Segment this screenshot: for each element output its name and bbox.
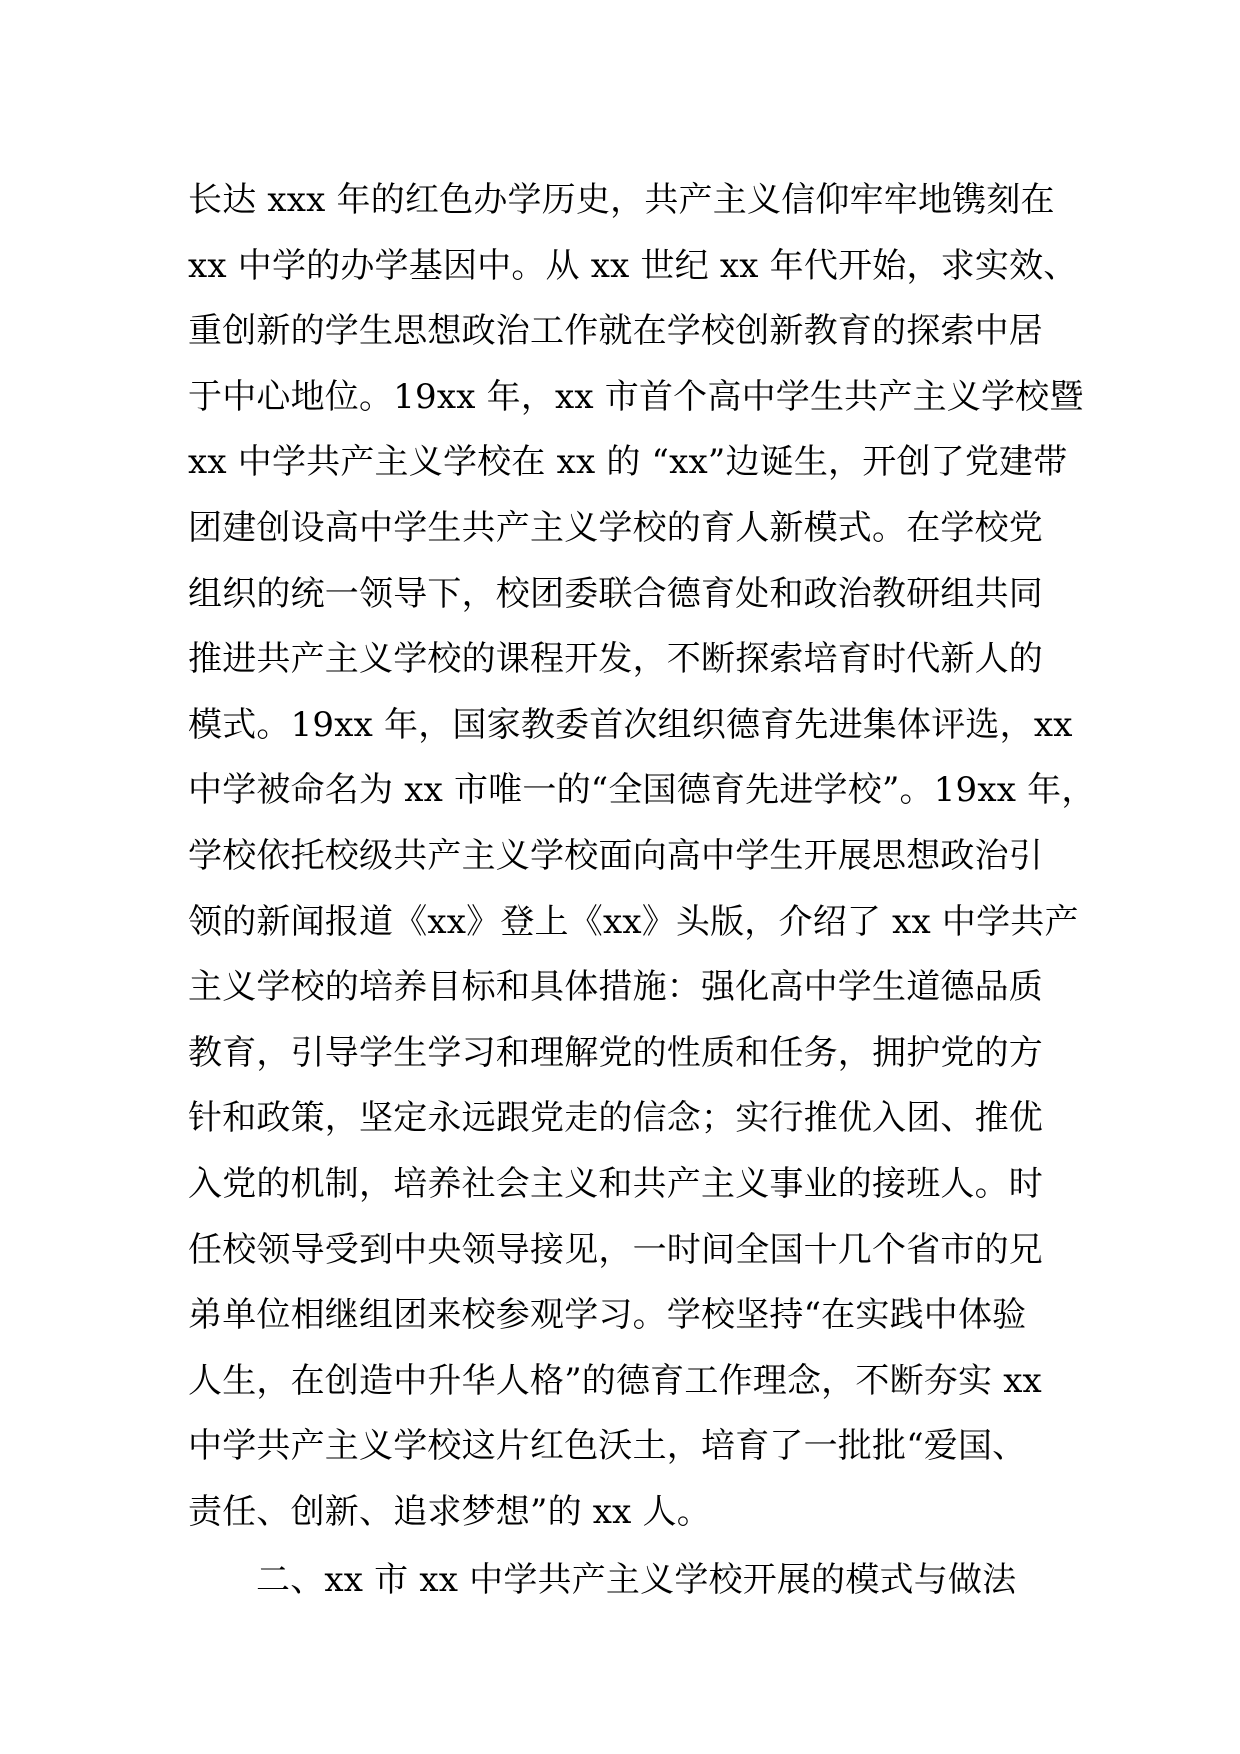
paragraph-line: 弟单位相继组团来校参观学习。学校坚持“在实践中体验 [188,1295,1027,1336]
paragraph-line: 于中心地位。19xx 年，xx 市首个高中学生共产主义学校暨 [188,376,1084,417]
paragraph-line: 团建创设高中学生共产主义学校的育人新模式。在学校党 [188,507,1043,548]
paragraph-line: 模式。19xx 年，国家教委首次组织德育先进集体评选，xx [188,704,1073,745]
paragraph-line: 推进共产主义学校的课程开发，不断探索培育时代新人的 [188,639,1043,680]
paragraph-line: 长达 xxx 年的红色办学历史，共产主义信仰牢牢地镌刻在 [188,180,1055,220]
paragraph-line: 责任、创新、追求梦想”的 xx 人。 [188,1491,711,1532]
paragraph-line: 中学共产主义学校这片红色沃土，培育了一批批“爱国、 [188,1426,1027,1467]
paragraph-line: 中学被命名为 xx 市唯一的“全国德育先进学校”。19xx 年， [188,770,1096,811]
paragraph-line: 入党的机制，培养社会主义和共产主义事业的接班人。时 [188,1163,1043,1204]
paragraph-line: 学校依托校级共产主义学校面向高中学生开展思想政治引 [188,835,1043,876]
body-text [188,168,1096,1614]
paragraph-line: xx 中学共产主义学校在 xx 的 “xx”边诞生，开创了党建带 [188,442,1068,483]
paragraph-line: 组织的统一领导下，校团委联合德育处和政治教研组共同 [188,573,1043,614]
paragraph-line: 主义学校的培养目标和具体措施：强化高中学生道德品质 [188,967,1043,1008]
paragraph-line: 重创新的学生思想政治工作就在学校创新教育的探索中居 [188,311,1043,352]
paragraph-line: 领的新闻报道《xx》登上《xx》头版，介绍了 xx 中学共产 [188,901,1079,942]
section-heading: 二、xx 市 xx 中学共产主义学校开展的模式与做法 [256,1560,1017,1601]
paragraph-line: 任校领导受到中央领导接见，一时间全国十几个省市的兄 [188,1229,1043,1270]
paragraph-line: 针和政策，坚定永远跟党走的信念；实行推优入团、推优 [188,1098,1043,1139]
paragraph-line: 人生，在创造中升华人格”的德育工作理念，不断夯实 xx [188,1360,1042,1401]
paragraph-line: 教育，引导学生学习和理解党的性质和任务，拥护党的方 [188,1032,1043,1073]
paragraph-line: xx 中学的办学基因中。从 xx 世纪 xx 年代开始，求实效、 [188,245,1078,286]
